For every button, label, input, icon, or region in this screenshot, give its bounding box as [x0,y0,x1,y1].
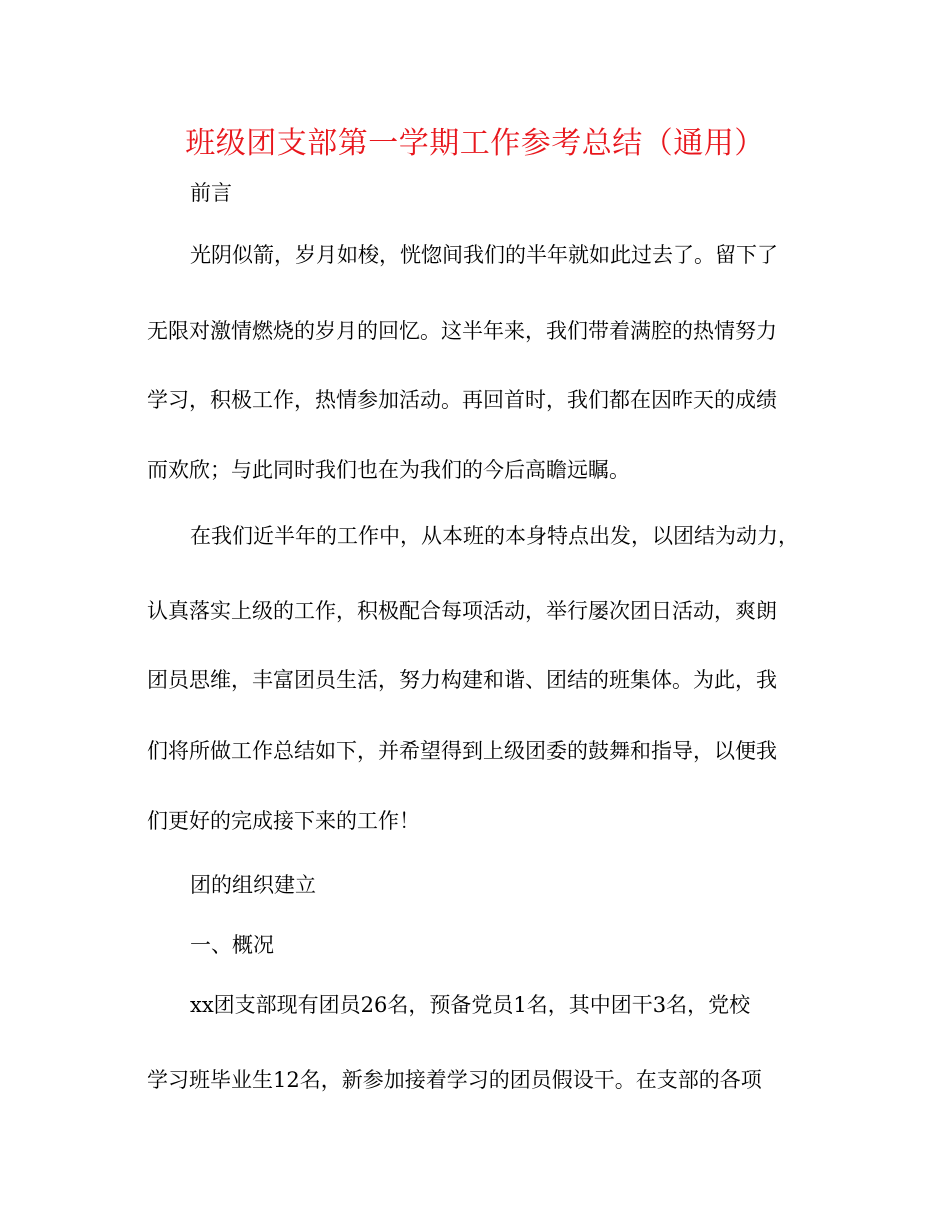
paragraph-line: 前言 [190,181,232,205]
paragraph-line: 在我们近半年的工作中，从本班的本身特点出发，以团结为动力， [190,524,799,548]
paragraph-line: 无限对激情燃烧的岁月的回忆。这半年来，我们带着满腔的热情努力 [147,319,777,343]
paragraph-line: 光阴似箭，岁月如梭，恍惚间我们的半年就如此过去了。留下了 [190,243,778,267]
paragraph-line: 学习，积极工作，热情参加活动。再回首时，我们都在因昨天的成绩 [147,388,777,412]
paragraph-line: 认真落实上级的工作，积极配合每项活动，举行屡次团日活动，爽朗 [147,599,777,623]
paragraph-line: 们将所做工作总结如下，并希望得到上级团委的鼓舞和指导，以便我 [147,739,777,763]
document-title: 班级团支部第一学期工作参考总结（通用） [185,126,765,161]
paragraph-line: 学习班毕业生12名，新参加接着学习的团员假设干。在支部的各项 [147,1068,762,1092]
section-heading: 团的组织建立 [190,873,316,897]
subsection-heading: 一、概况 [190,933,274,957]
paragraph-line: 而欢欣；与此同时我们也在为我们的今后高瞻远瞩。 [147,458,630,482]
paragraph-line: 们更好的完成接下来的工作！ [147,809,420,833]
paragraph-line: 团员思维，丰富团员生活，努力构建和谐、团结的班集体。为此，我 [147,668,777,692]
paragraph-line: xx团支部现有团员26名，预备党员1名，其中团干3名，党校 [190,993,751,1017]
